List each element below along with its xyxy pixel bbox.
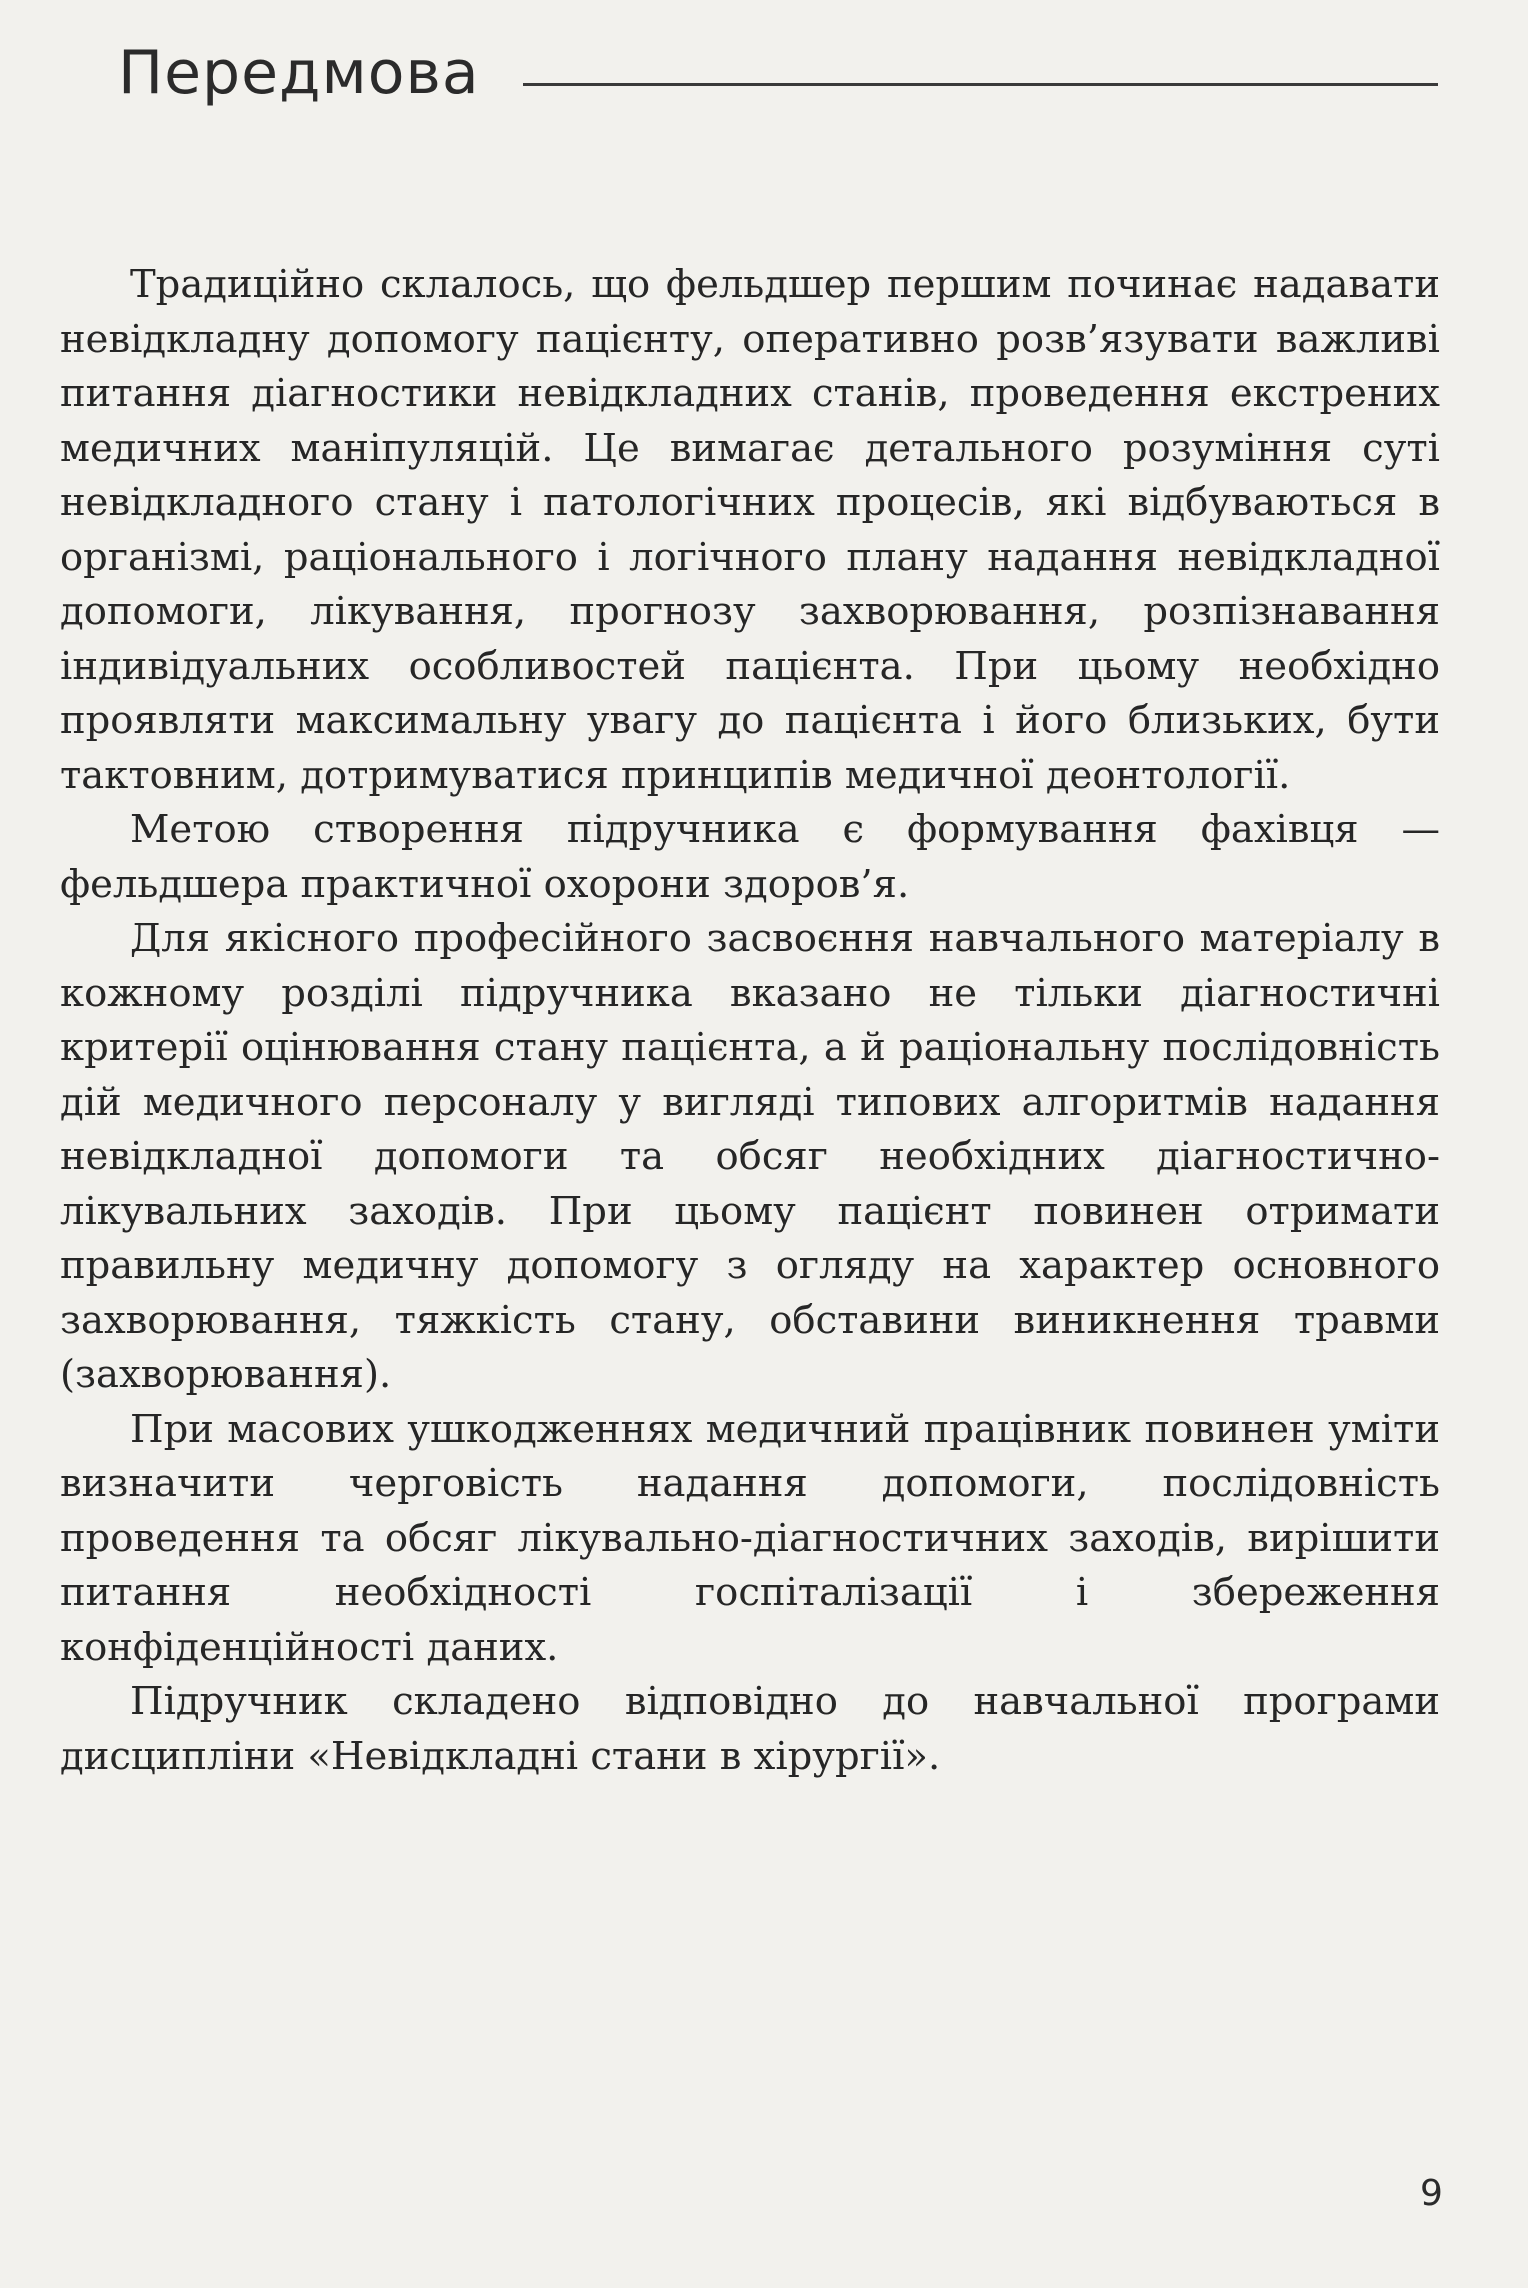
paragraph: Для якісного професійного засвоєння навчального матеріалу в кожному розділі підручника вказано не тільки діагностичні критерії оцінювання стану пацієнта, а й раціональну послідовність дій медичного персоналу у вигляді типових алгоритмів надання невідкладної допомоги та обсяг необхідних діагностично-лікувальних заходів. При цьому пацієнт повинен отримати правильну медичну допомогу з огляду на характер основного захворювання, тяжкість стану, обставини виникнення травми (захворювання). [60,916,1440,1397]
body-text [60,258,1440,1784]
paragraph: Традиційно склалось, що фельдшер першим починає надавати невідкладну допомогу пацієнту, оперативно розв’язувати важливі питання діагностики невідкладних станів, проведення екстрених медичних маніпуляцій. Це вимагає детального розуміння суті невідкладного стану і патологічних процесів, які відбуваються в організмі, раціонального і логічного плану надання невідкладної допомоги, лікування, прогнозу захворювання, розпізнавання індивідуальних особливостей пацієнта. При цьому необхідно проявляти максимальну увагу до пацієнта і його близьких, бути тактовним, дотримуватися принципів медичної деонтології. [60,262,1440,798]
page-number: 9 [1420,2173,1443,2214]
page-heading: Передмова [118,38,480,108]
heading-row [118,28,1438,118]
heading-rule [523,83,1438,86]
paragraph: Підручник складено відповідно до навчальної програми дисципліни «Невідкладні стани в хірургії». [60,1679,1440,1779]
paragraph: Метою створення підручника є формування фахівця — фельдшера практичної охорони здоров’я. [60,807,1440,907]
paragraph: При масових ушкодженнях медичний працівник повинен уміти визначити черговість надання допомоги, послідовність проведення та обсяг лікувально-діагностичних заходів, вирішити питання необхідності госпіталізації і збереження конфіденційності даних. [60,1406,1440,1670]
